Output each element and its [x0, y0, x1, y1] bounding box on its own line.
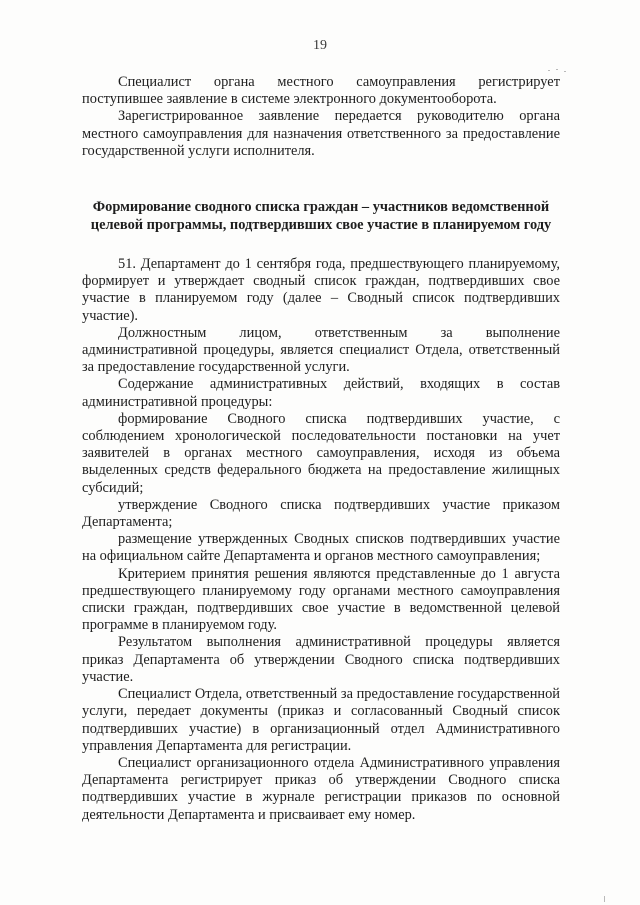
- paragraph-action-forming: формирование Сводного списка подтвердивших участие, с соблюдением хронологической последовательности постановки на учет заявителей в органах местного самоуправления, исходя из объема выделенных средств федерального бюджета на предоставление жилищных субсидий;: [82, 410, 560, 496]
- paragraph-51: 51. Департамент до 1 сентября года, предшествующего планируемому, формирует и утверждает сводный список граждан, подтвердивших свое участие в планируемом году (далее – Сводный список подтвердивших участие).: [82, 256, 560, 324]
- paragraph-result: Результатом выполнения административной процедуры является приказ Департамента об утверждении Сводного списка подтвердивших участие.: [82, 634, 560, 685]
- paragraph-actions-intro: Содержание административных действий, входящих в состав административной процедуры:: [82, 376, 560, 410]
- paragraph-action-approval: утверждение Сводного списка подтвердивших участие приказом Департамента;: [82, 496, 560, 531]
- scan-speck: [548, 70, 550, 71]
- paragraph-decision-criterion: Критерием принятия решения являются представленные до 1 августа предшествующего планируемому году органами местного самоуправления списки граждан, подтвердивших свое участие в ведомственной целевой программе в планируемом году.: [82, 565, 560, 634]
- section-heading-line-2: целевой программы, подтвердивших свое участие в планируемом году: [90, 217, 552, 234]
- paragraph-transfer-to-head: Зарегистрированное заявление передается руководителю органа местного самоуправления для назначения ответственного за предоставление государственной услуги исполнителя.: [82, 108, 560, 159]
- section-heading: [82, 198, 560, 234]
- paragraph-document-transfer: Специалист Отдела, ответственный за предоставление государственной услуги, передает документы (приказ и согласованный Сводный список подтвердивших участие) в организационный отдел Административного управления Департамента для регистрации.: [82, 686, 560, 754]
- document-body: [82, 74, 560, 824]
- page-number: 19: [313, 38, 327, 53]
- scan-speck: [556, 69, 558, 70]
- paragraph-action-publishing: размещение утвержденных Сводных списков подтвердивших участие на официальном сайте Департамента и органов местного самоуправления;: [82, 531, 560, 565]
- paragraph-order-registration: Специалист организационного отдела Административного управления Департамента регистрирует приказ об утверждении Сводного списка подтвердивших участие в журнале регистрации приказов по основной деятельности Департамента и присваивает ему номер.: [82, 754, 560, 823]
- section-heading-line-1: Формирование сводного списка граждан – участников ведомственной: [92, 199, 550, 216]
- scan-speck: [604, 896, 605, 902]
- paragraph-registration: Специалист органа местного самоуправления регистрирует поступившее заявление в системе электронного документооборота.: [82, 74, 560, 108]
- paragraph-responsible-official: Должностным лицом, ответственным за выполнение административной процедуры, является специалист Отдела, ответственный за предоставление государственной услуги.: [82, 324, 560, 376]
- scan-speck: [564, 71, 566, 72]
